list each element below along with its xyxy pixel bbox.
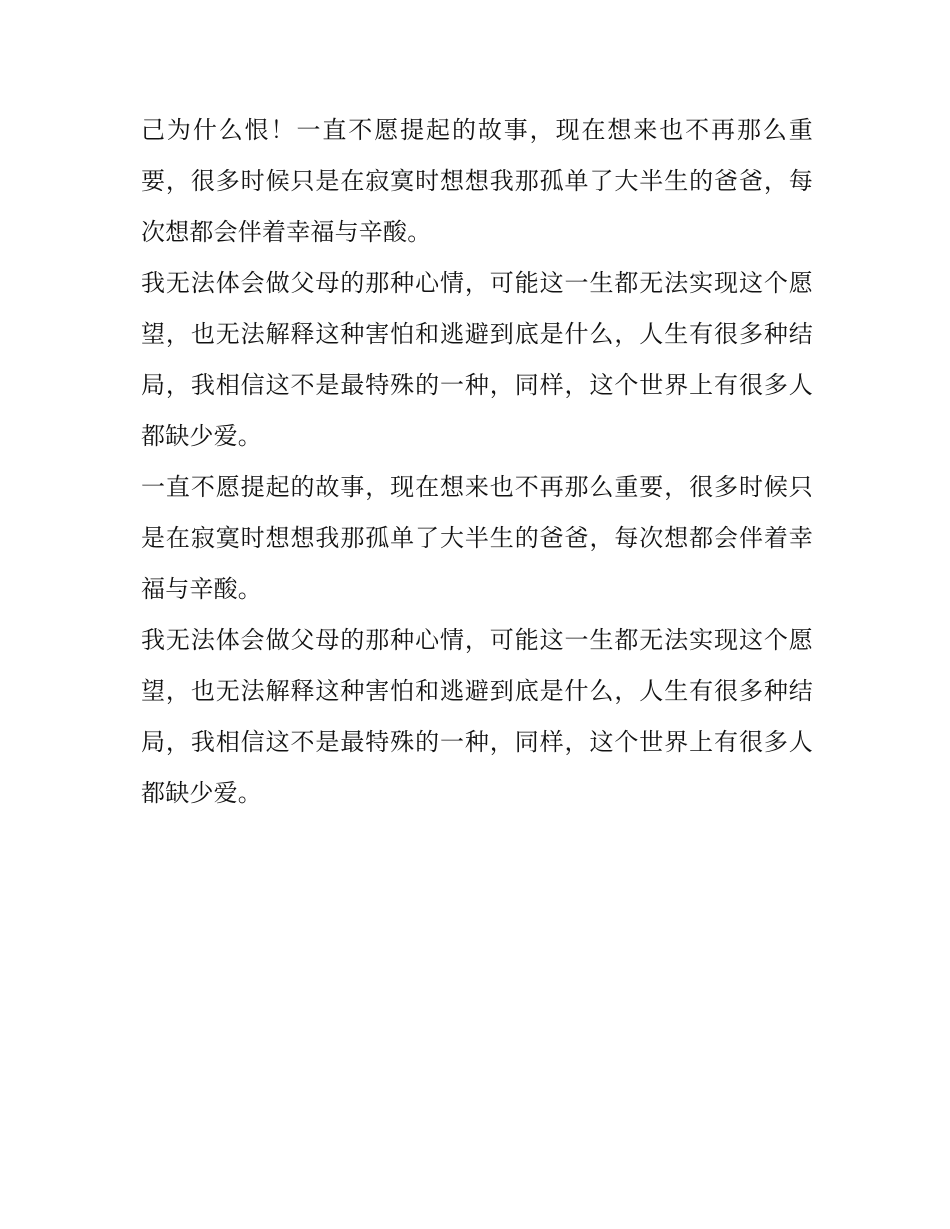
paragraph-4: 我无法体会做父母的那种心情，可能这一生都无法实现这个愿望，也无法解释这种害怕和逃避到底是什么，人生有很多种结局，我相信这不是最特殊的一种，同样，这个世界上有很多人都缺少爱。	[141, 626, 813, 807]
paragraph-1: 己为什么恨！一直不愿提起的故事，现在想来也不再那么重要，很多时候只是在寂寞时想想我那孤单了大半生的爸爸，每次想都会伴着幸福与辛酸。	[141, 116, 813, 246]
document-body	[141, 105, 813, 819]
paragraph-2: 我无法体会做父母的那种心情，可能这一生都无法实现这个愿望，也无法解释这种害怕和逃避到底是什么，人生有很多种结局，我相信这不是最特殊的一种，同样，这个世界上有很多人都缺少爱。	[141, 269, 813, 450]
paragraph-3: 一直不愿提起的故事，现在想来也不再那么重要，很多时候只是在寂寞时想想我那孤单了大半生的爸爸，每次想都会伴着幸福与辛酸。	[141, 473, 813, 603]
